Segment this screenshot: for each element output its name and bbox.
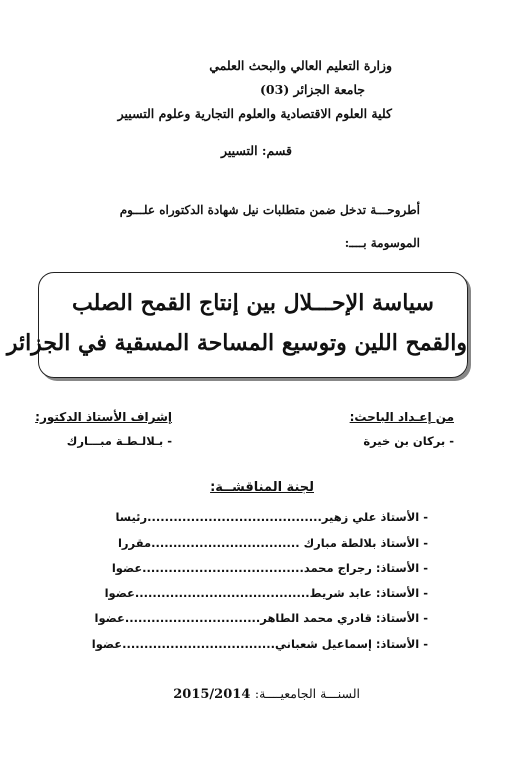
- supervisor-name: - بـلالـطـة مبـــارك: [66, 434, 172, 448]
- researcher-name: - بركان بن خيرة: [363, 434, 454, 448]
- thesis-title-line-1: سياسة الإحـــلال بين إنتاج القمح الصلب: [72, 290, 434, 316]
- committee-member: - الأستاذ علي زهير........................................رئيسا: [115, 510, 428, 524]
- committee-member: - الأستاذ: إسماعيل شعباني...................................عضوا: [91, 637, 428, 651]
- committee-title: لجنة المناقشــة:: [210, 480, 314, 495]
- thesis-intro: أطروحـــة تدخل ضمن متطلبات نيل شهادة الدكتوراه علـــوم: [119, 203, 420, 217]
- researcher-label: من إعـداد الباحث:: [349, 410, 454, 424]
- faculty-name: كلية العلوم الاقتصادية والعلوم التجارية وعلوم التسيير: [117, 106, 392, 121]
- university-name: جامعة الجزائر (03): [259, 82, 365, 97]
- committee-member: - الأستاذ: عابد شريط........................................عضوا: [104, 586, 428, 600]
- thesis-named-label: الموسومة بــــ:: [344, 236, 420, 250]
- department-name: قسم: التسيير: [220, 143, 292, 158]
- academic-year: [173, 686, 360, 702]
- academic-year-value: 2015/2014: [173, 687, 251, 702]
- thesis-title-box: [6, 272, 468, 378]
- committee-member: - الأستاذ: قادري محمد الطاهر...............................عضوا: [94, 611, 428, 625]
- supervisor-label: إشراف الأستاذ الدكتور:: [35, 410, 172, 424]
- committee-member: - الأستاذ بلالطة مبارك ..................................مقررا: [117, 536, 428, 550]
- thesis-title-line-2: والقمح اللين وتوسيع المساحة المسقية في الجزائر: [6, 330, 467, 356]
- ministry-name: وزارة التعليم العالي والبحث العلمي: [209, 58, 392, 73]
- committee-member: - الأستاذ: رجراج محمد.....................................عضوا: [111, 561, 428, 575]
- academic-year-label: السنـــة الجامعيــــة:: [254, 686, 360, 701]
